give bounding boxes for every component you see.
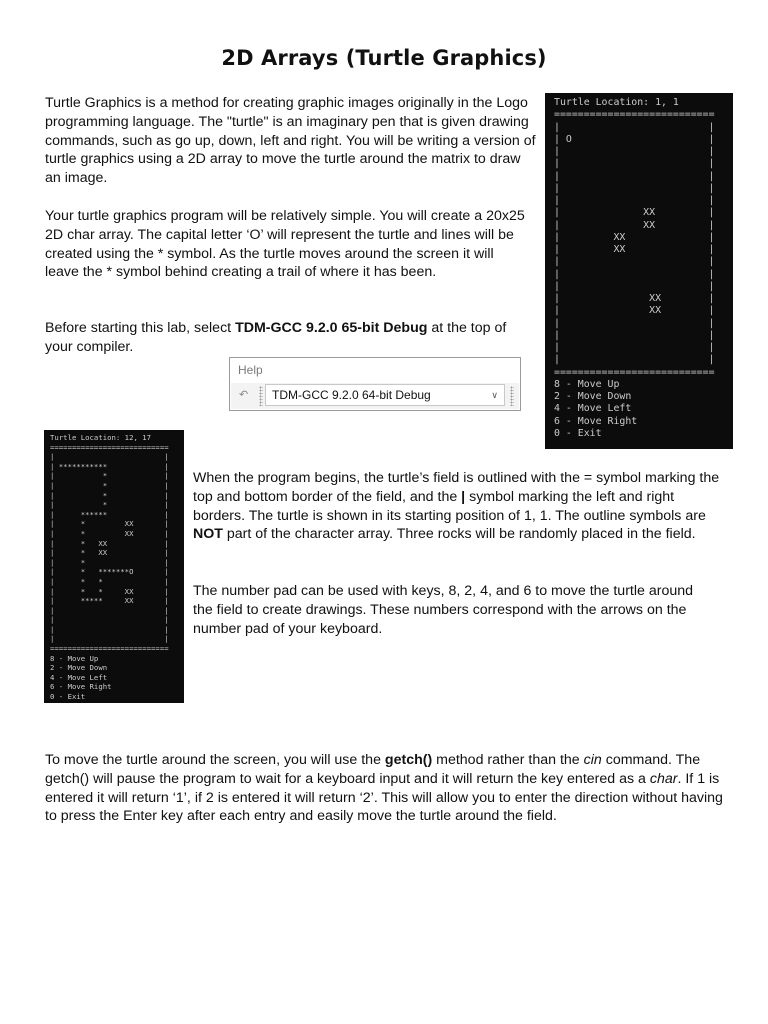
not-bold: NOT bbox=[193, 526, 223, 543]
console-line: 8 - Move Up bbox=[50, 653, 99, 663]
console-line: =========================== bbox=[554, 366, 715, 378]
console-line: | * | bbox=[50, 480, 169, 490]
console-line: | | bbox=[554, 317, 715, 329]
undo-icon[interactable]: ↶ bbox=[239, 389, 249, 401]
field-paragraph bbox=[193, 469, 723, 544]
console-line: | * XX | bbox=[50, 519, 169, 529]
console-line: =========================== bbox=[50, 442, 169, 452]
getch-text-4: . If 1 is entered it will return ‘1’, if 2 is entered it will return ‘2’. This will allow you to enter the direction without having to press the Enter key after each entry and easily move the turtle around the field. bbox=[45, 770, 723, 825]
field-text-1: When the program begins, the turtle’s field is outlined with the = symbol marking the top and bottom border of the field, and the bbox=[193, 470, 720, 505]
console-line: | XX | bbox=[554, 231, 715, 243]
console-line: | * XX | bbox=[50, 528, 169, 538]
array-paragraph: Your turtle graphics program will be relatively simple. You will create a 20x25 2D char array. The capital letter ‘O’ will represent the turtle and lines will be created using the * symbol. As the turtle moves around the screen it will leave the * symbol behind creating a trail of where it has been. bbox=[45, 208, 525, 281]
compiler-paragraph bbox=[45, 319, 525, 357]
help-menu[interactable]: Help bbox=[238, 363, 263, 377]
numpad-paragraph: The number pad can be used with keys, 8, 2, 4, and 6 to move the turtle around the field to create drawings. These numbers correspond with the arrows on the number pad of your keyboard. bbox=[193, 583, 694, 637]
console-line: | | bbox=[554, 342, 715, 353]
console-line: | | bbox=[50, 605, 169, 615]
console-line: | * * XX | bbox=[50, 586, 169, 596]
toolbar-grip-icon[interactable] bbox=[259, 386, 263, 406]
field-text-2: symbol marking the left and right borders. The turtle is shown in its starting position of 1, 1. The outline symbols are bbox=[193, 488, 706, 524]
char-italic: char bbox=[649, 770, 678, 787]
console-line: | | bbox=[554, 354, 715, 366]
console-drawing-screenshot bbox=[44, 430, 184, 703]
getch-text-1: To move the turtle around the screen, you will use the bbox=[45, 752, 385, 768]
console-line: | * *******O | bbox=[50, 567, 169, 577]
console-line: | | bbox=[50, 624, 169, 634]
chevron-down-icon: ∨ bbox=[491, 390, 498, 400]
console-line: 2 - Move Down bbox=[50, 663, 108, 673]
getch-text-3: command. The getch() will pause the program to wait for a keyboard input and it will return the key entered as a bbox=[45, 752, 701, 787]
toolbar-row bbox=[231, 383, 519, 409]
cin-italic: cin bbox=[583, 752, 602, 768]
console-line: 4 - Move Left bbox=[554, 403, 632, 415]
console-line: | XX | bbox=[554, 219, 715, 231]
console-line: | ****** | bbox=[50, 509, 169, 519]
getch-text-2: method rather than the bbox=[432, 752, 584, 768]
console-line: | XX | bbox=[554, 207, 715, 219]
console-line: | * | bbox=[50, 471, 169, 481]
field-text-3: part of the character array. Three rocks will be randomly placed in the field. bbox=[222, 526, 696, 543]
console-line: | | bbox=[50, 452, 169, 462]
console-line: 8 - Move Up bbox=[554, 378, 620, 390]
compiler-toolbar-screenshot bbox=[229, 357, 521, 411]
console-line: | | bbox=[50, 634, 169, 644]
console-line: 4 - Move Left bbox=[50, 672, 108, 682]
console-line: | * * | bbox=[50, 576, 169, 586]
console-line: 6 - Move Right bbox=[554, 415, 638, 427]
console-line: | * XX | bbox=[50, 538, 169, 548]
toolbar-grip-icon-right[interactable] bbox=[510, 386, 514, 406]
compiler-select-value: TDM-GCC 9.2.0 64-bit Debug bbox=[272, 388, 431, 402]
console-line: | XX | bbox=[554, 244, 715, 255]
console-line: | | bbox=[554, 256, 715, 268]
console-start-screenshot bbox=[545, 93, 733, 449]
console-line: | | bbox=[50, 615, 169, 625]
console-line: | | bbox=[554, 146, 715, 157]
console-line: | * | bbox=[50, 500, 169, 510]
console-line: | | bbox=[554, 268, 715, 280]
console-line: | | bbox=[554, 280, 715, 292]
intro-paragraph: Turtle Graphics is a method for creating graphic images originally in the Logo programming language. The "turtle" is an imaginary pen that is given drawing commands, such as go up, down, left and right. You will be writing a version of turtle graphics using a 2D array to move the turtle around the matrix to draw an image. bbox=[45, 95, 536, 187]
console-line: =========================== bbox=[50, 644, 169, 654]
console-line: =========================== bbox=[554, 109, 715, 121]
compiler-text-after: at the top of your compiler. bbox=[45, 320, 507, 355]
console-line: | XX | bbox=[554, 293, 715, 304]
compiler-select[interactable] bbox=[265, 384, 505, 406]
getch-bold: getch() bbox=[384, 752, 433, 768]
console-line: | | bbox=[554, 121, 715, 133]
console-line: | * | bbox=[50, 490, 169, 500]
console-line: 0 - Exit bbox=[50, 692, 86, 702]
console-line: Turtle Location: 1, 1 bbox=[554, 97, 679, 108]
console-line: | | bbox=[554, 170, 715, 182]
console-line: | | bbox=[554, 329, 715, 341]
console-line: | * | bbox=[50, 557, 169, 567]
console-line: | | bbox=[554, 195, 715, 206]
getch-paragraph bbox=[45, 751, 735, 826]
console-line: 2 - Move Down bbox=[554, 391, 632, 402]
console-line: | ***** XX | bbox=[50, 596, 169, 606]
console-line: | O | bbox=[554, 133, 715, 145]
console-line: 0 - Exit bbox=[554, 427, 602, 439]
console-line: 6 - Move Right bbox=[50, 682, 112, 692]
console-line: | *********** | bbox=[50, 461, 169, 471]
console-line: | * XX | bbox=[50, 548, 169, 558]
compiler-text-before: Before starting this lab, select bbox=[45, 320, 236, 336]
console-line: | | bbox=[554, 158, 715, 170]
console-line: | XX | bbox=[554, 305, 715, 317]
console-line: Turtle Location: 12, 17 bbox=[50, 433, 152, 442]
console-line: | | bbox=[554, 182, 715, 194]
compiler-name-bold: TDM-GCC 9.2.0 65-bit Debug bbox=[235, 320, 428, 336]
page-title: 2D Arrays (Turtle Graphics) bbox=[221, 46, 547, 70]
pipe-symbol-bold: | bbox=[461, 488, 466, 505]
